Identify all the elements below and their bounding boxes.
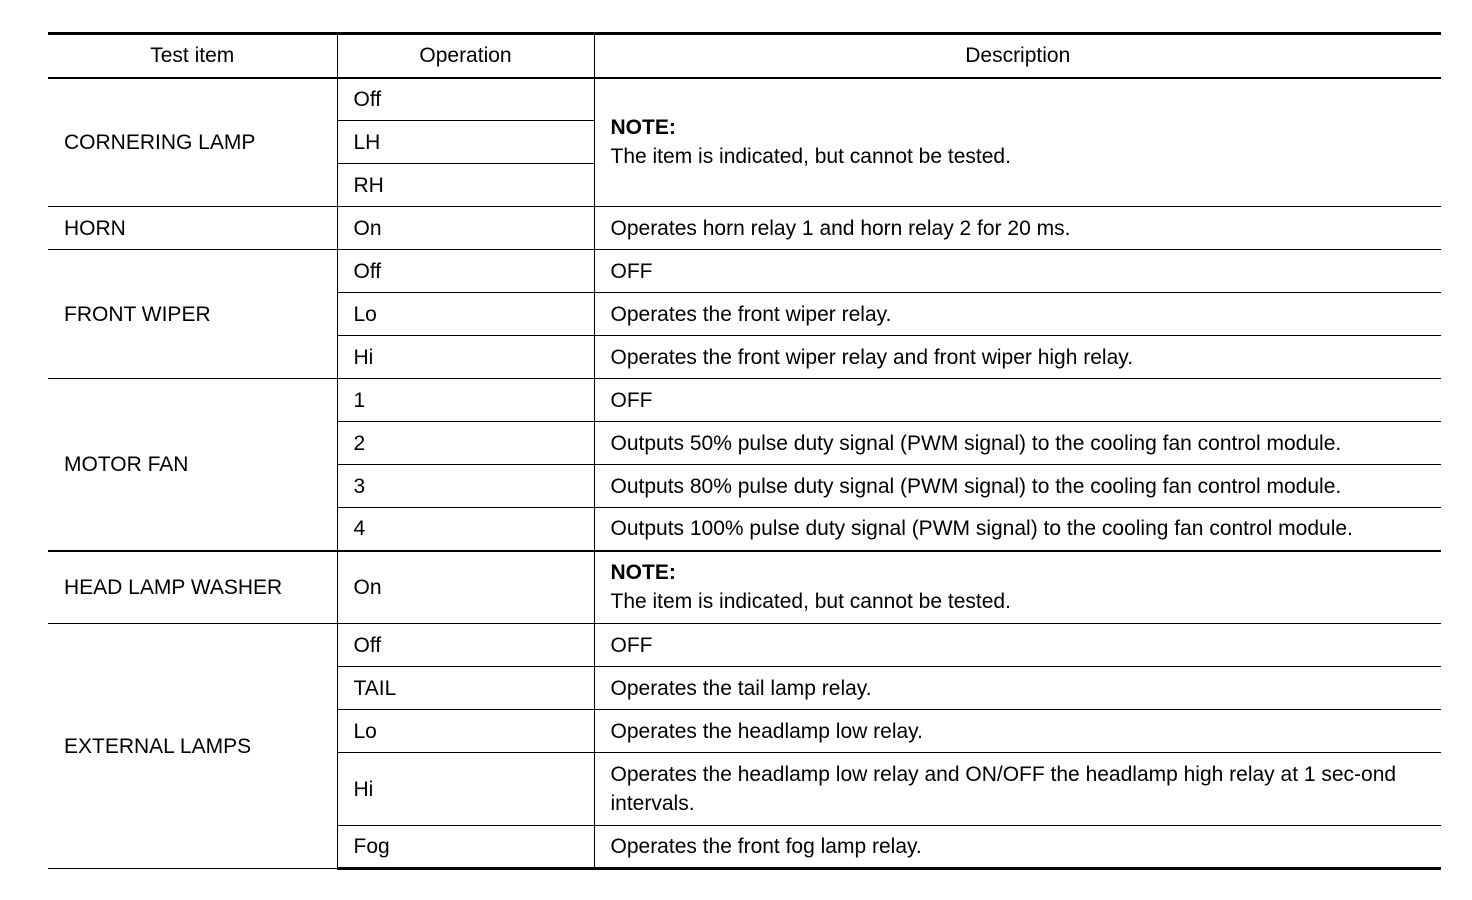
header-description: Description bbox=[594, 34, 1441, 78]
operation-cell: Hi bbox=[337, 753, 594, 826]
description-cell: Operates the front fog lamp relay. bbox=[594, 826, 1441, 869]
operation-cell: Off bbox=[337, 78, 594, 121]
test-item-cell: HEAD LAMP WASHER bbox=[48, 551, 337, 624]
operation-cell: Fog bbox=[337, 826, 594, 869]
test-item-cell: EXTERNAL LAMPS bbox=[48, 624, 337, 869]
operation-cell: LH bbox=[337, 121, 594, 164]
description-cell: Operates the headlamp low relay. bbox=[594, 710, 1441, 753]
note-cell bbox=[594, 551, 1441, 624]
note-cell bbox=[594, 78, 1441, 207]
operation-cell: Off bbox=[337, 624, 594, 667]
header-test-item: Test item bbox=[48, 34, 337, 78]
table-row bbox=[48, 78, 1441, 121]
description-cell: Outputs 80% pulse duty signal (PWM signal) to the cooling fan control module. bbox=[594, 465, 1441, 508]
operation-cell: Lo bbox=[337, 710, 594, 753]
description-cell: OFF bbox=[594, 624, 1441, 667]
table-row bbox=[48, 551, 1441, 624]
operation-cell: On bbox=[337, 207, 594, 250]
table-row bbox=[48, 624, 1441, 667]
description-cell: Operates the front wiper relay and front wiper high relay. bbox=[594, 336, 1441, 379]
operation-cell: TAIL bbox=[337, 667, 594, 710]
table-row bbox=[48, 207, 1441, 250]
description-cell: OFF bbox=[594, 250, 1441, 293]
operation-cell: Off bbox=[337, 250, 594, 293]
active-test-table bbox=[48, 32, 1441, 870]
note-text: The item is indicated, but cannot be tested. bbox=[610, 145, 1011, 169]
test-item-cell: FRONT WIPER bbox=[48, 250, 337, 379]
test-item-cell: MOTOR FAN bbox=[48, 379, 337, 551]
description-cell: OFF bbox=[594, 379, 1441, 422]
description-cell: Operates horn relay 1 and horn relay 2 for 20 ms. bbox=[594, 207, 1441, 250]
description-cell: Operates the tail lamp relay. bbox=[594, 667, 1441, 710]
description-cell: Operates the front wiper relay. bbox=[594, 293, 1441, 336]
note-title: NOTE: bbox=[610, 561, 676, 585]
operation-cell: 1 bbox=[337, 379, 594, 422]
note-text: The item is indicated, but cannot be tested. bbox=[610, 590, 1011, 614]
operation-cell: On bbox=[337, 551, 594, 624]
test-item-cell: HORN bbox=[48, 207, 337, 250]
header-operation: Operation bbox=[337, 34, 594, 78]
operation-cell: Lo bbox=[337, 293, 594, 336]
description-cell: Outputs 100% pulse duty signal (PWM signal) to the cooling fan control module. bbox=[594, 508, 1441, 551]
operation-cell: Hi bbox=[337, 336, 594, 379]
operation-cell: 3 bbox=[337, 465, 594, 508]
test-item-cell: CORNERING LAMP bbox=[48, 78, 337, 207]
description-cell: Operates the headlamp low relay and ON/OFF the headlamp high relay at 1 sec-ond intervals. bbox=[594, 753, 1441, 826]
table-row bbox=[48, 250, 1441, 293]
operation-cell: RH bbox=[337, 164, 594, 207]
header-row bbox=[48, 34, 1441, 78]
note-title: NOTE: bbox=[610, 116, 676, 140]
description-cell: Outputs 50% pulse duty signal (PWM signal) to the cooling fan control module. bbox=[594, 422, 1441, 465]
operation-cell: 4 bbox=[337, 508, 594, 551]
operation-cell: 2 bbox=[337, 422, 594, 465]
table-row bbox=[48, 379, 1441, 422]
